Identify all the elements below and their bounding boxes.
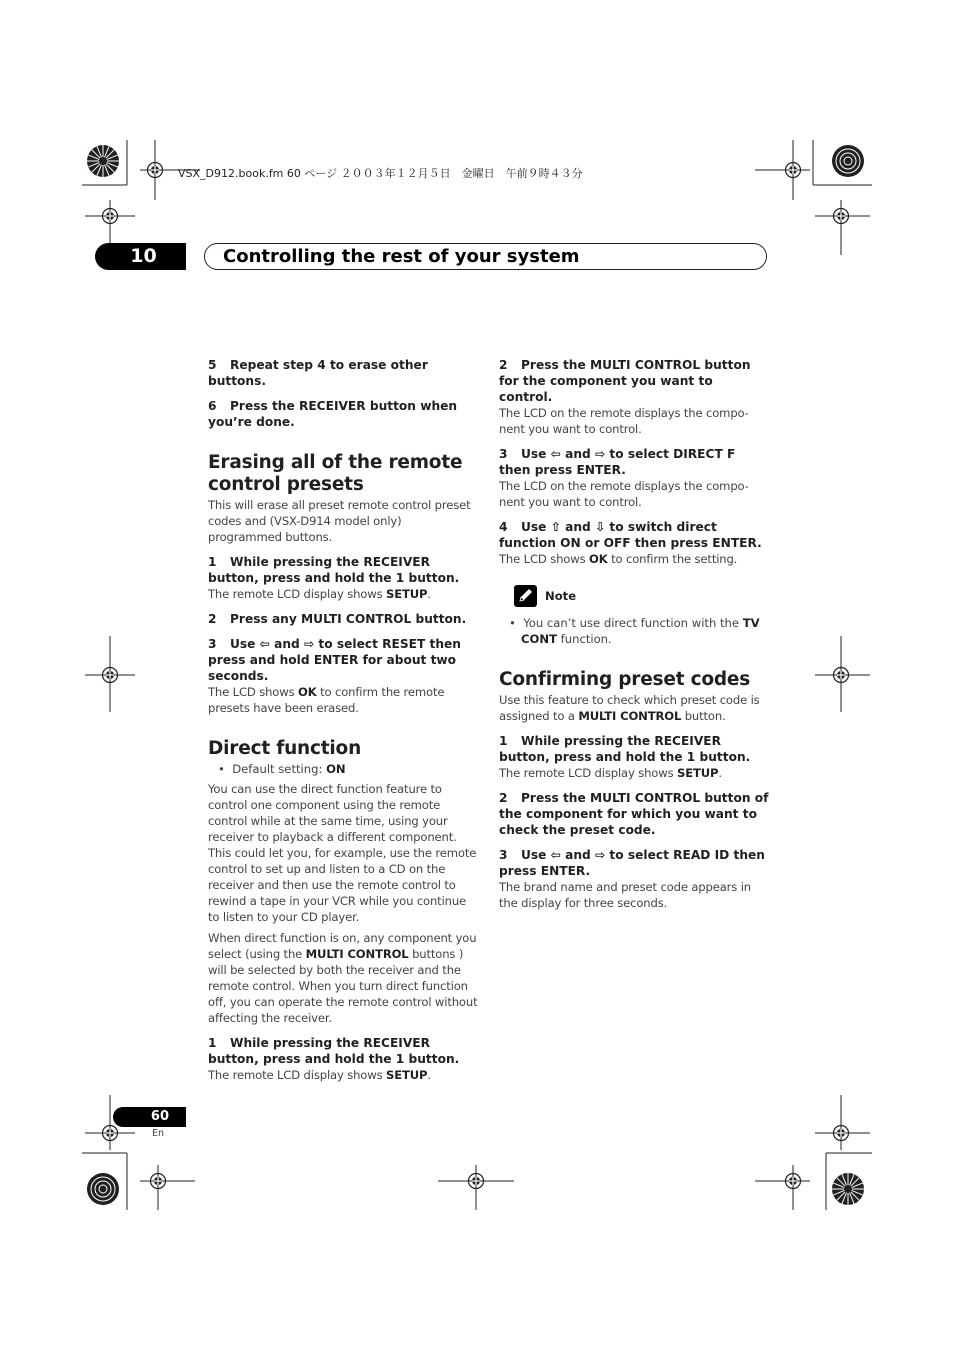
confirm-intro: Use this feature to check which preset code is assigned to a MULTI CONTROL button. [499, 693, 760, 723]
chapter-title: Controlling the rest of your system [223, 246, 580, 267]
direct-step-3: 3 Use ⇦ and ⇨ to select DIRECT F then press ENTER. [499, 447, 736, 477]
page-language: En [152, 1128, 165, 1139]
right-column [499, 357, 769, 911]
erasing-step-1: 1 While pressing the RECEIVER button, press and hold the 1 button. [208, 555, 460, 585]
direct-para-1: You can use the direct function feature to control one component using the remote control while at the same time, using your receiver to playback a different component. This could let you, for example, use the remote control to set up and listen to a CD on the receiver and then use the remote control to rewind a tape in your VCR while you continue to listen to your CD player. [208, 782, 477, 924]
confirm-step-1: 1 While pressing the RECEIVER button, press and hold the 1 button. [499, 734, 751, 764]
heading-confirming-preset-codes: Confirming preset codes [499, 669, 751, 690]
page-number: 60 [113, 1107, 186, 1127]
file-header: VSX_D912.book.fm 60 ページ ２００３年１２月５日 金曜日 午前９時４３分 [178, 167, 583, 180]
erasing-step-2: 2 Press any MULTI CONTROL button. [208, 612, 467, 626]
chapter-title-box [204, 243, 767, 270]
direct-step-4: 4 Use ⇧ and ⇩ to switch direct function ON or OFF then press ENTER. [499, 520, 762, 550]
confirm-step-3-body: The brand name and preset code appears in the display for three seconds. [499, 880, 751, 910]
direct-para-2: When direct function is on, any component you select (using the MULTI CONTROL buttons ) will be selected by both the receiver and the remote control. When you turn direct function off, you can operate the remote control without affecting the receiver. [208, 931, 478, 1025]
pencil-note-icon [514, 585, 537, 607]
left-column [208, 357, 478, 1083]
erasing-intro: This will erase all preset remote control preset codes and (VSX-D914 model only) programmed buttons. [208, 498, 471, 544]
note-text: • You can’t use direct function with the TV CONT function. [509, 616, 760, 646]
step-5: 5 Repeat step 4 to erase other buttons. [208, 358, 428, 388]
direct-step-2-body: The LCD on the remote displays the compo-nent you want to control. [499, 406, 749, 436]
heading-direct-function: Direct function [208, 738, 362, 759]
heading-erasing-presets: Erasing all of the remote control presets [208, 452, 463, 495]
confirm-step-2: 2 Press the MULTI CONTROL button of the component for which you want to check the preset code. [499, 791, 769, 837]
direct-step-2: 2 Press the MULTI CONTROL button for the component you want to control. [499, 358, 751, 404]
step-6: 6 Press the RECEIVER button when you’re done. [208, 399, 458, 429]
confirm-step-1-body: The remote LCD display shows SETUP. [499, 766, 722, 780]
erasing-step-3: 3 Use ⇦ and ⇨ to select RESET then press and hold ENTER for about two seconds. [208, 637, 461, 683]
direct-step-1-body: The remote LCD display shows SETUP. [208, 1068, 431, 1082]
chapter-number: 10 [95, 243, 186, 270]
erasing-step-3-body: The LCD shows OK to confirm the remote presets have been erased. [208, 685, 445, 715]
confirm-step-3: 3 Use ⇦ and ⇨ to select READ ID then press ENTER. [499, 848, 765, 878]
note-header [514, 585, 769, 607]
erasing-step-1-body: The remote LCD display shows SETUP. [208, 587, 431, 601]
direct-step-3-body: The LCD on the remote displays the compo-nent you want to control. [499, 479, 749, 509]
note-label: Note [545, 589, 577, 603]
direct-step-1: 1 While pressing the RECEIVER button, press and hold the 1 button. [208, 1036, 460, 1066]
direct-step-4-body: The LCD shows OK to confirm the setting. [499, 552, 738, 566]
direct-default-setting: • Default setting: ON [218, 762, 346, 776]
